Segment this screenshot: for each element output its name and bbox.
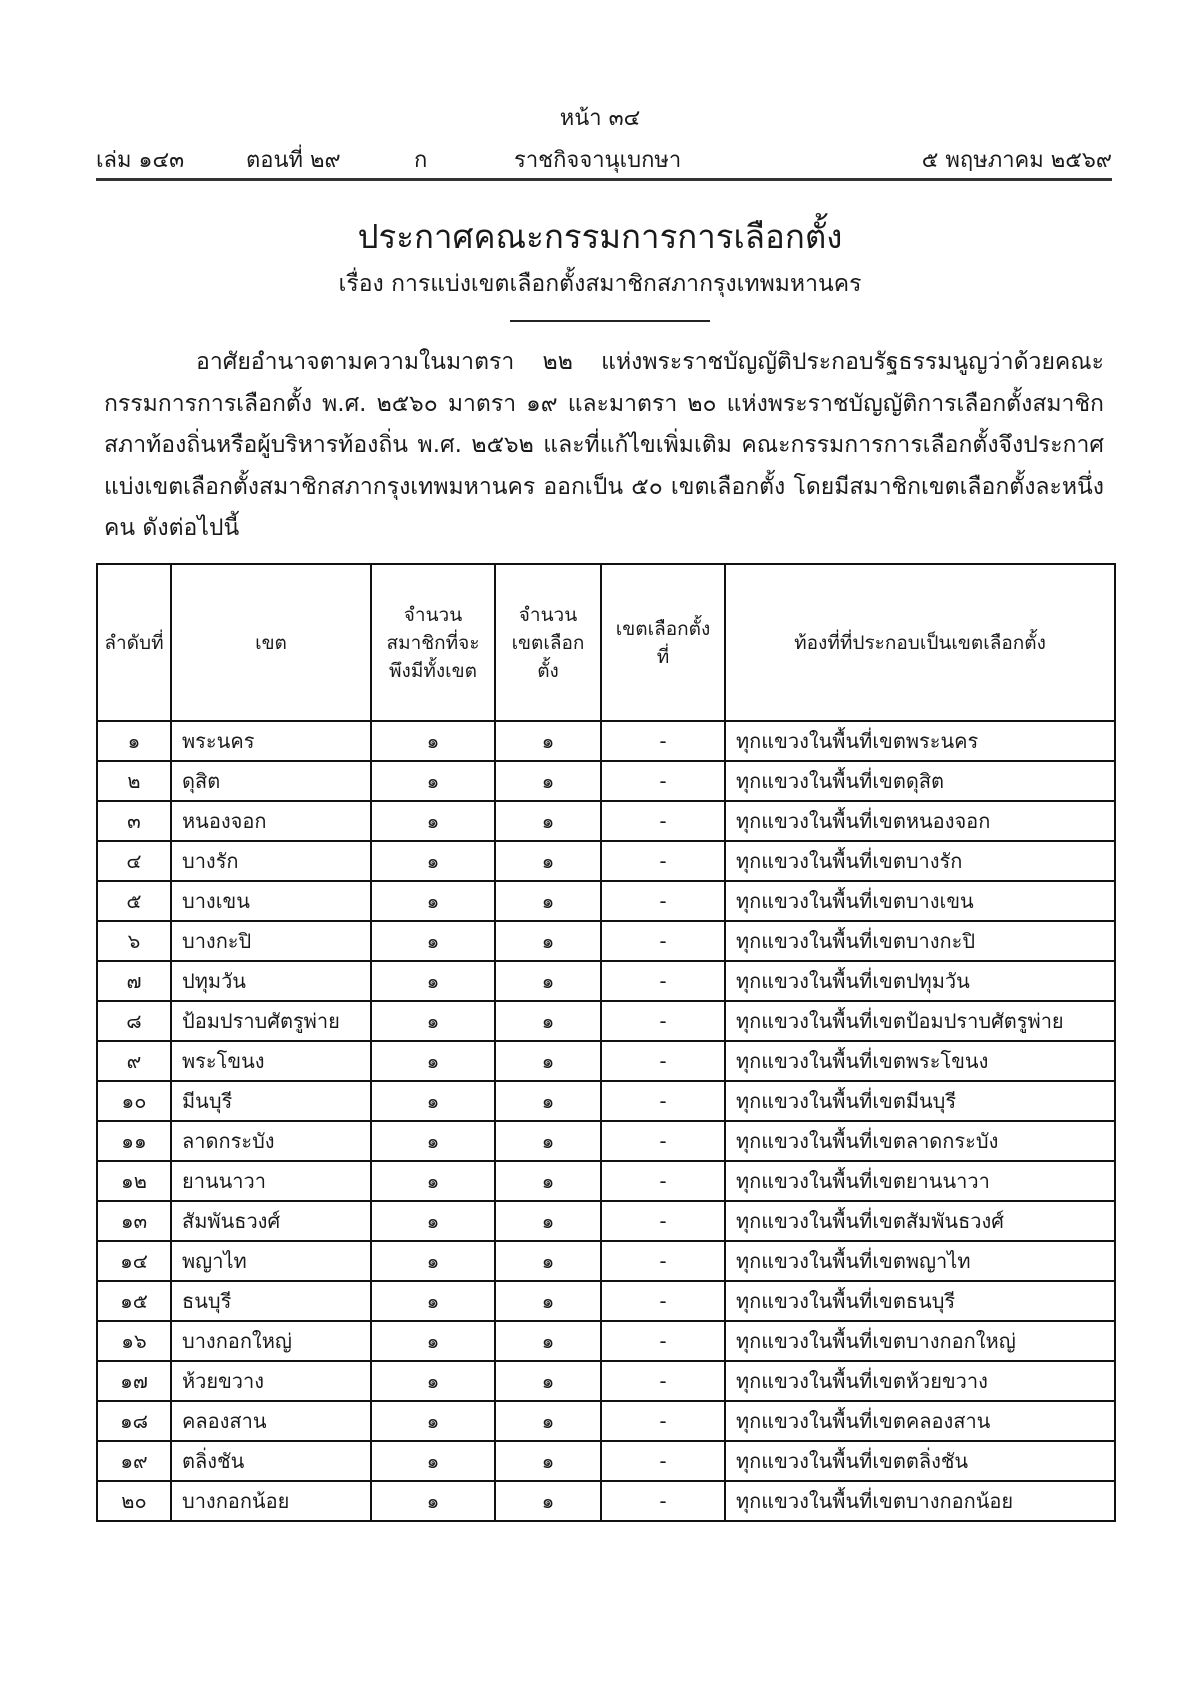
cell-zone-no: - [601,761,725,801]
cell-member-count: ๑ [371,1001,495,1041]
cell-order: ๔ [97,841,171,881]
cell-area: ทุกแขวงในพื้นที่เขตดุสิต [725,761,1115,801]
publication-name: ราชกิจจานุเบกษา [514,148,682,173]
cell-zone-no: - [601,1081,725,1121]
cell-district: ห้วยขวาง [171,1361,371,1401]
cell-zone-no: - [601,1281,725,1321]
cell-zone-no: - [601,841,725,881]
volume-label: เล่ม ๑๔๓ [96,148,185,173]
cell-zone-count: ๑ [495,1441,601,1481]
cell-zone-count: ๑ [495,1281,601,1321]
table-row [97,841,1115,881]
cell-order: ๑๖ [97,1321,171,1361]
cell-member-count: ๑ [371,1241,495,1281]
table-row [97,921,1115,961]
cell-order: ๑๘ [97,1401,171,1441]
cell-district: ลาดกระบัง [171,1121,371,1161]
table-row [97,1161,1115,1201]
cell-area: ทุกแขวงในพื้นที่เขตบางกะปิ [725,921,1115,961]
cell-zone-count: ๑ [495,721,601,761]
col-header-area: ท้องที่ที่ประกอบเป็นเขตเลือกตั้ง [725,564,1115,721]
cell-zone-no: - [601,1361,725,1401]
cell-member-count: ๑ [371,1281,495,1321]
cell-order: ๑๓ [97,1201,171,1241]
cell-zone-no: - [601,1121,725,1161]
cell-order: ๙ [97,1041,171,1081]
cell-member-count: ๑ [371,761,495,801]
cell-zone-no: - [601,1201,725,1241]
cell-member-count: ๑ [371,1081,495,1121]
cell-order: ๖ [97,921,171,961]
cell-area: ทุกแขวงในพื้นที่เขตคลองสาน [725,1401,1115,1441]
cell-member-count: ๑ [371,1401,495,1441]
cell-order: ๑๗ [97,1361,171,1401]
cell-order: ๒๐ [97,1481,171,1521]
col-header-zone-count: จำนวนเขตเลือกตั้ง [495,564,601,721]
cell-zone-no: - [601,1001,725,1041]
cell-member-count: ๑ [371,881,495,921]
table-row [97,1401,1115,1441]
section-label: ก [414,148,428,173]
col-header-district: เขต [171,564,371,721]
header-divider [96,178,1112,181]
cell-order: ๑๕ [97,1281,171,1321]
cell-area: ทุกแขวงในพื้นที่เขตสัมพันธวงศ์ [725,1201,1115,1241]
cell-zone-no: - [601,1041,725,1081]
cell-zone-no: - [601,1481,725,1521]
gazette-header [96,142,1112,178]
cell-member-count: ๑ [371,1201,495,1241]
table-row [97,1481,1115,1521]
table-row [97,1321,1115,1361]
cell-order: ๑๐ [97,1081,171,1121]
page-number: หน้า ๓๔ [559,106,641,131]
cell-zone-no: - [601,1401,725,1441]
cell-zone-count: ๑ [495,1321,601,1361]
cell-member-count: ๑ [371,1481,495,1521]
cell-area: ทุกแขวงในพื้นที่เขตบางกอกน้อย [725,1481,1115,1521]
cell-zone-no: - [601,921,725,961]
table-row [97,1081,1115,1121]
title-divider [510,320,710,322]
table-header-row [97,564,1115,721]
cell-zone-no: - [601,1241,725,1281]
table-row [97,1041,1115,1081]
col-header-zone-no: เขตเลือกตั้งที่ [601,564,725,721]
cell-district: พระนคร [171,721,371,761]
cell-area: ทุกแขวงในพื้นที่เขตบางเขน [725,881,1115,921]
cell-member-count: ๑ [371,841,495,881]
cell-member-count: ๑ [371,721,495,761]
cell-zone-count: ๑ [495,1121,601,1161]
cell-zone-count: ๑ [495,881,601,921]
cell-district: ป้อมปราบศัตรูพ่าย [171,1001,371,1041]
cell-member-count: ๑ [371,961,495,1001]
cell-area: ทุกแขวงในพื้นที่เขตพญาไท [725,1241,1115,1281]
cell-order: ๑ [97,721,171,761]
district-table [96,563,1116,1522]
cell-area: ทุกแขวงในพื้นที่เขตยานนาวา [725,1161,1115,1201]
cell-member-count: ๑ [371,1321,495,1361]
cell-district: มีนบุรี [171,1081,371,1121]
cell-zone-no: - [601,881,725,921]
cell-zone-count: ๑ [495,1361,601,1401]
col-header-order: ลำดับที่ [97,564,171,721]
cell-zone-no: - [601,721,725,761]
cell-order: ๑๙ [97,1441,171,1481]
cell-area: ทุกแขวงในพื้นที่เขตพระโขนง [725,1041,1115,1081]
announcement-subtitle: เรื่อง การแบ่งเขตเลือกตั้งสมาชิกสภากรุงเทพมหานคร [338,271,862,297]
cell-district: บางกอกน้อย [171,1481,371,1521]
table-row [97,1241,1115,1281]
cell-area: ทุกแขวงในพื้นที่เขตบางกอกใหญ่ [725,1321,1115,1361]
cell-member-count: ๑ [371,1361,495,1401]
cell-zone-count: ๑ [495,921,601,961]
preamble-paragraph: อาศัยอำนาจตามความในมาตรา ๒๒ แห่งพระราชบัญญัติประกอบรัฐธรรมนูญว่าด้วยคณะกรรมการการเลือกตั้ง พ.ศ. ๒๕๖๐ มาตรา ๑๙ และมาตรา ๒๐ แห่งพระราชบัญญัติการเลือกตั้งสมาชิกสภาท้องถิ่นหรือผู้บริหารท้องถิ่น พ.ศ. ๒๕๖๒ และที่แก้ไขเพิ่มเติม คณะกรรมการการเลือกตั้งจึงประกาศแบ่งเขตเลือกตั้งสมาชิกสภากรุงเทพมหานคร ออกเป็น ๕๐ เขตเลือกตั้ง โดยมีสมาชิกเขตเลือกตั้งละหนึ่งคน ดังต่อไปนี้ [104,349,1104,541]
table-row [97,1361,1115,1401]
cell-zone-no: - [601,961,725,1001]
cell-zone-count: ๑ [495,1201,601,1241]
cell-zone-count: ๑ [495,1041,601,1081]
cell-area: ทุกแขวงในพื้นที่เขตธนบุรี [725,1281,1115,1321]
cell-member-count: ๑ [371,1441,495,1481]
cell-district: ตลิ่งชัน [171,1441,371,1481]
table-row [97,1001,1115,1041]
cell-area: ทุกแขวงในพื้นที่เขตป้อมปราบศัตรูพ่าย [725,1001,1115,1041]
cell-zone-count: ๑ [495,801,601,841]
cell-area: ทุกแขวงในพื้นที่เขตบางรัก [725,841,1115,881]
cell-order: ๗ [97,961,171,1001]
cell-district: บางกอกใหญ่ [171,1321,371,1361]
cell-order: ๑๒ [97,1161,171,1201]
cell-member-count: ๑ [371,801,495,841]
cell-order: ๒ [97,761,171,801]
table-row [97,881,1115,921]
cell-district: คลองสาน [171,1401,371,1441]
table-row [97,801,1115,841]
table-row [97,1201,1115,1241]
col-header-member-count: จำนวนสมาชิกที่จะพึงมีทั้งเขต [371,564,495,721]
cell-area: ทุกแขวงในพื้นที่เขตหนองจอก [725,801,1115,841]
cell-district: สัมพันธวงศ์ [171,1201,371,1241]
cell-member-count: ๑ [371,1161,495,1201]
cell-order: ๘ [97,1001,171,1041]
cell-order: ๓ [97,801,171,841]
cell-zone-no: - [601,1321,725,1361]
table-row [97,721,1115,761]
cell-zone-count: ๑ [495,1081,601,1121]
cell-district: ดุสิต [171,761,371,801]
cell-zone-no: - [601,1441,725,1481]
cell-district: บางเขน [171,881,371,921]
cell-area: ทุกแขวงในพื้นที่เขตพระนคร [725,721,1115,761]
table-row [97,1121,1115,1161]
cell-zone-no: - [601,1161,725,1201]
cell-district: ยานนาวา [171,1161,371,1201]
cell-zone-count: ๑ [495,961,601,1001]
cell-zone-no: - [601,801,725,841]
cell-zone-count: ๑ [495,1241,601,1281]
cell-area: ทุกแขวงในพื้นที่เขตห้วยขวาง [725,1361,1115,1401]
cell-district: บางกะปิ [171,921,371,961]
cell-zone-count: ๑ [495,841,601,881]
cell-zone-count: ๑ [495,1401,601,1441]
cell-area: ทุกแขวงในพื้นที่เขตลาดกระบัง [725,1121,1115,1161]
cell-district: หนองจอก [171,801,371,841]
cell-area: ทุกแขวงในพื้นที่เขตตลิ่งชัน [725,1441,1115,1481]
cell-member-count: ๑ [371,1121,495,1161]
cell-order: ๑๔ [97,1241,171,1281]
cell-zone-count: ๑ [495,1481,601,1521]
table-row [97,1281,1115,1321]
cell-order: ๕ [97,881,171,921]
table-row [97,961,1115,1001]
cell-district: พระโขนง [171,1041,371,1081]
cell-order: ๑๑ [97,1121,171,1161]
cell-district: ปทุมวัน [171,961,371,1001]
publication-date: ๕ พฤษภาคม ๒๕๖๙ [921,148,1112,173]
cell-district: บางรัก [171,841,371,881]
announcement-title: ประกาศคณะกรรมการการเลือกตั้ง [357,217,843,256]
part-label: ตอนที่ ๒๙ [246,148,341,173]
table-row [97,1441,1115,1481]
cell-zone-count: ๑ [495,761,601,801]
table-row [97,761,1115,801]
cell-district: พญาไท [171,1241,371,1281]
cell-area: ทุกแขวงในพื้นที่เขตมีนบุรี [725,1081,1115,1121]
cell-district: ธนบุรี [171,1281,371,1321]
cell-area: ทุกแขวงในพื้นที่เขตปทุมวัน [725,961,1115,1001]
cell-zone-count: ๑ [495,1161,601,1201]
cell-zone-count: ๑ [495,1001,601,1041]
cell-member-count: ๑ [371,1041,495,1081]
cell-member-count: ๑ [371,921,495,961]
